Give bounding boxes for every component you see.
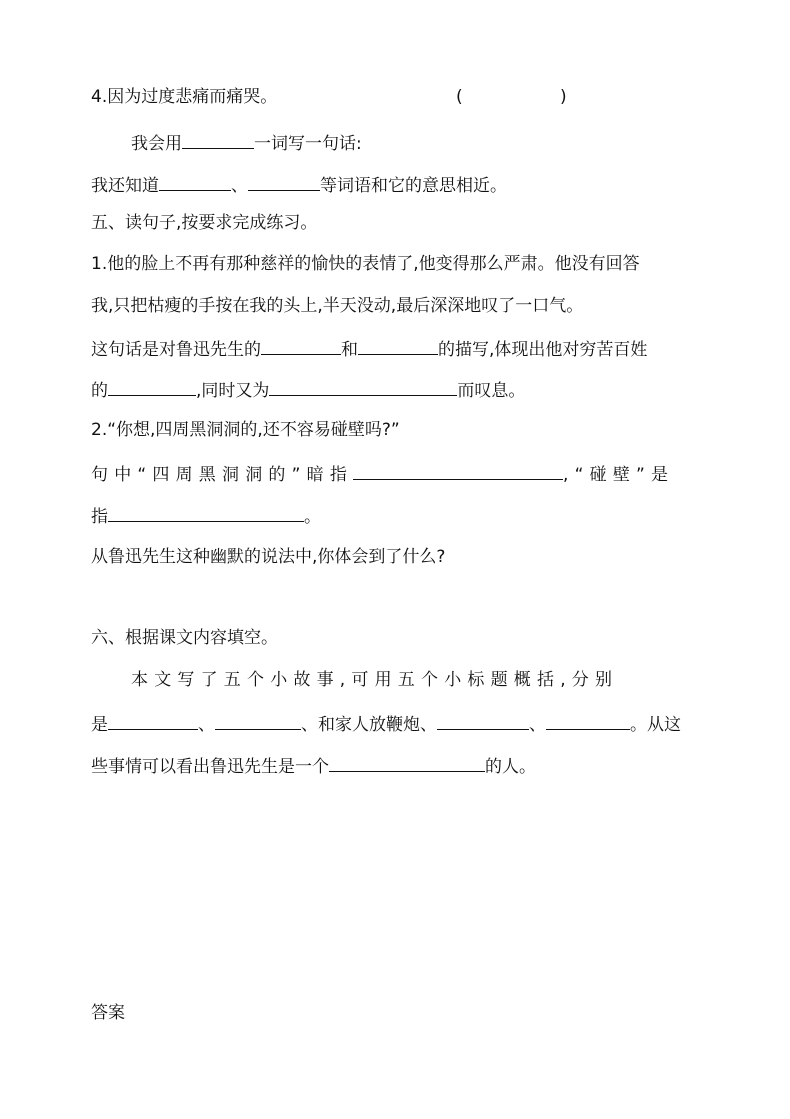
also-know-line: [91, 172, 507, 197]
question-4-text: 4.因为过度悲痛而痛哭。: [91, 87, 278, 107]
fill-blank-word[interactable]: [182, 130, 254, 149]
sep-2: 、: [529, 715, 546, 735]
question-part-2: 的描写,体现出他对穷苦百姓: [438, 340, 648, 360]
question-part-1: 这句话是对鲁迅先生的: [91, 340, 261, 360]
line-3-start: 些事情可以看出鲁迅先生是一个: [91, 757, 329, 777]
section-5-item-2-quote: 2.“你想,四周黑洞洞的,还不容易碰壁吗?”: [91, 420, 400, 440]
fill-blank-synonym-2[interactable]: [248, 172, 320, 191]
section-5-item-1-line-1: 1.他的脸上不再有那种慈祥的愉快的表情了,他变得那么严肃。他没有回答: [91, 254, 640, 274]
section-5-item-1-question-2: [91, 377, 525, 402]
fill-blank-description-2[interactable]: [358, 336, 438, 355]
fill-blank-description-1[interactable]: [261, 336, 341, 355]
question-end: 而叹息。: [457, 381, 526, 401]
section-6-line-3: [91, 753, 536, 778]
also-know-after: 等词语和它的意思相近。: [320, 176, 507, 196]
section-5-item-2-question: 从鲁迅先生这种幽默的说法中,你体会到了什么?: [91, 547, 446, 567]
question-mid: ,同时又为: [196, 381, 270, 401]
section-6-line-1: 本文写了五个小故事,可用五个小标题概括,分别: [131, 670, 619, 690]
line-b-start: 指: [91, 507, 108, 527]
section-5-item-2-line-a: [91, 461, 674, 486]
section-6-line-2: [91, 711, 681, 736]
sep-1: 、: [198, 715, 215, 735]
answer-paren-close: ): [560, 87, 567, 107]
fill-blank-feeling[interactable]: [108, 377, 196, 396]
fill-blank-character[interactable]: [329, 753, 485, 772]
section-5-item-2-line-b: [91, 503, 321, 528]
fill-blank-synonym-1[interactable]: [159, 172, 231, 191]
fill-blank-title-5[interactable]: [546, 711, 630, 730]
fill-blank-darkness-meaning[interactable]: [353, 461, 563, 480]
sentence-prompt: [131, 130, 362, 155]
line-a-start: 句中“四周黑洞洞的”暗指: [91, 465, 354, 485]
question-de: 的: [91, 381, 108, 401]
line-2-end: 。从这: [630, 715, 681, 735]
fill-blank-reason[interactable]: [269, 377, 457, 396]
sentence-prompt-before: 我会用: [131, 134, 182, 154]
answer-heading: 答案: [91, 1003, 125, 1023]
line-2-start: 是: [91, 715, 108, 735]
section-6-heading: 六、根据课文内容填空。: [91, 628, 278, 648]
section-5-heading: 五、读句子,按要求完成练习。: [91, 213, 318, 233]
line-a-end: ,“碰壁”是: [563, 465, 675, 485]
question-4: [91, 86, 277, 108]
line-2-mid: 、和家人放鞭炮、: [301, 715, 437, 735]
fill-blank-hit-wall-meaning[interactable]: [108, 503, 304, 522]
sentence-prompt-after: 一词写一句话:: [254, 134, 362, 154]
fill-blank-title-4[interactable]: [437, 711, 529, 730]
line-3-end: 的人。: [485, 757, 536, 777]
fill-blank-title-2[interactable]: [215, 711, 301, 730]
also-know-before: 我还知道: [91, 176, 159, 196]
also-know-sep: 、: [231, 176, 248, 196]
section-5-item-1-line-2: 我,只把枯瘦的手按在我的头上,半天没动,最后深深地叹了一口气。: [91, 296, 584, 316]
line-b-end: 。: [304, 507, 321, 527]
answer-paren-open: (: [456, 87, 463, 107]
fill-blank-title-1[interactable]: [108, 711, 198, 730]
section-5-item-1-question-1: [91, 336, 647, 361]
question-and: 和: [341, 340, 358, 360]
